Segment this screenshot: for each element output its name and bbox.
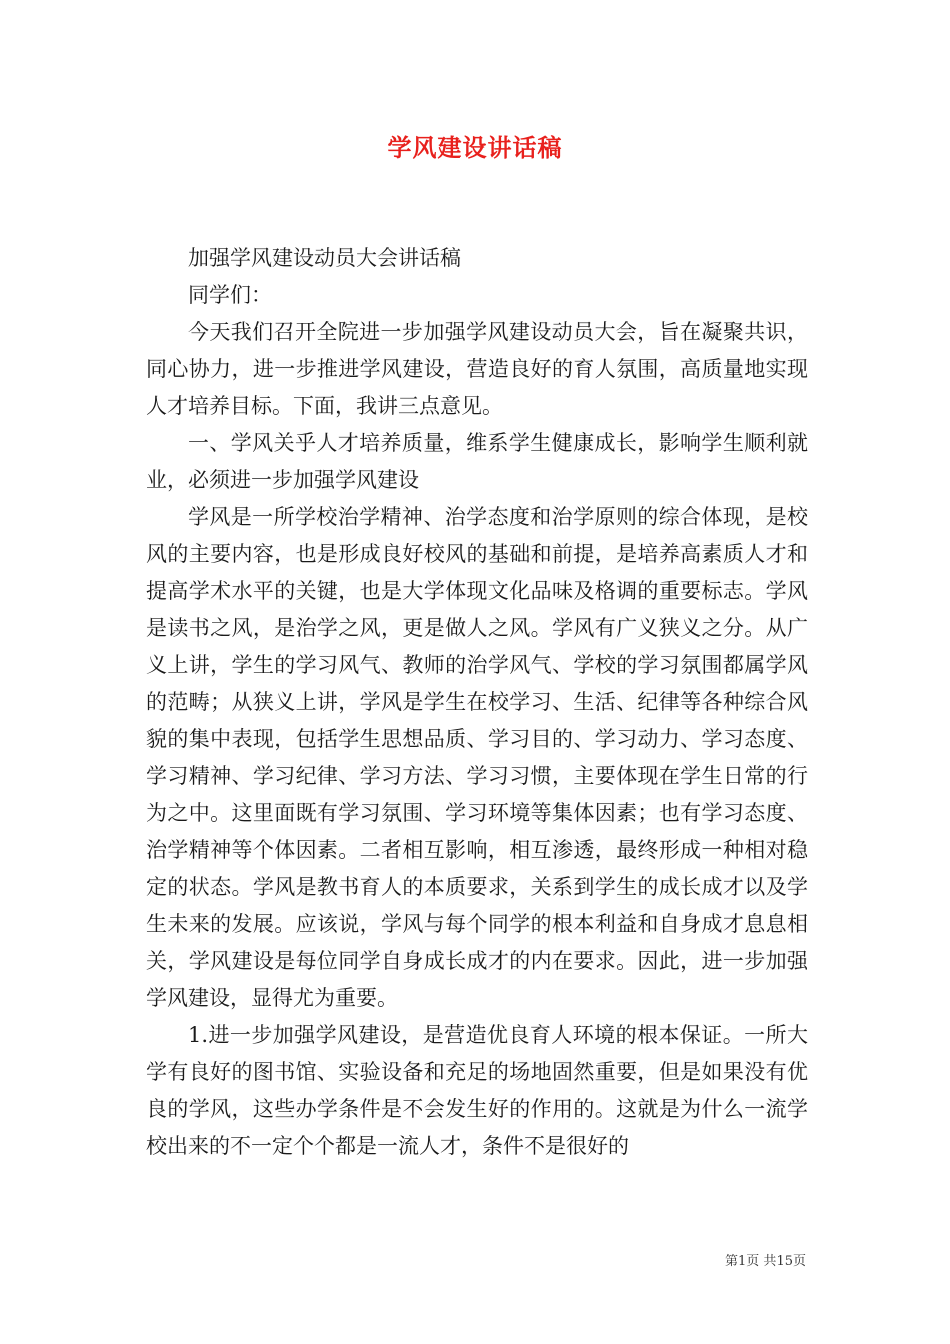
footer-middle: 页 共 — [746, 1254, 777, 1269]
salutation: 同学们： — [188, 283, 272, 307]
paragraph-study-style: 学风是一所学校治学精神、治学态度和治学原则的综合体现，是校风的主要内容，也是形成良好校风的基础和前提，是培养高素质人才和提高学术水平的关键，也是大学体现文化品味及格调的重要标志。学风是读书之风，是治学之风，更是做人之风。学风有广义狭义之分。从广义上讲，学生的学习风气、教师的治学风气、学校的学习氛围都属学风的范畴；从狭义上讲，学风是学生在校学习、生活、纪律等各种综合风貌的集中表现，包括学生思想品质、学习目的、学习动力、学习态度、学习精神、学习纪律、学习方法、学习习惯，主要体现在学生日常的行为之中。这里面既有学习氛围、学习环境等集体因素；也有学习态度、治学精神等个体因素。二者相互影响，相互渗透，最终形成一种相对稳定的状态。学风是教书育人的本质要求，关系到学生的成长成才以及学生未来的发展。应该说，学风与每个同学的根本利益和自身成才息息相关，学风建设是每位同学自身成长成才的内在要求。因此，进一步加强学风建设，显得尤为重要。 — [146, 505, 808, 1010]
footer-total-pages: 15 — [776, 1254, 793, 1269]
page-number-footer — [725, 1250, 806, 1269]
footer-suffix: 页 — [792, 1254, 806, 1269]
section-heading-one: 一、学风关乎人才培养质量，维系学生健康成长，影响学生顺利就业，必须进一步加强学风建设 — [146, 431, 808, 492]
document-title: 学风建设讲话稿 — [387, 133, 563, 162]
paragraph-intro: 今天我们召开全院进一步加强学风建设动员大会，旨在凝聚共识，同心协力，进一步推进学风建设，营造良好的育人氛围，高质量地实现人才培养目标。下面，我讲三点意见。 — [146, 320, 808, 418]
document-body — [146, 240, 808, 1165]
speech-heading: 加强学风建设动员大会讲话稿 — [188, 246, 461, 270]
paragraph-point-one: 1.进一步加强学风建设，是营造优良育人环境的根本保证。一所大学有良好的图书馆、实验设备和充足的场地固然重要，但是如果没有优良的学风，这些办学条件是不会发生好的作用的。这就是为什么一流学校出来的不一定个个都是一流人才，条件不是很好的 — [146, 1023, 808, 1158]
footer-current-page: 1 — [738, 1254, 747, 1269]
footer-prefix: 第 — [725, 1254, 739, 1269]
